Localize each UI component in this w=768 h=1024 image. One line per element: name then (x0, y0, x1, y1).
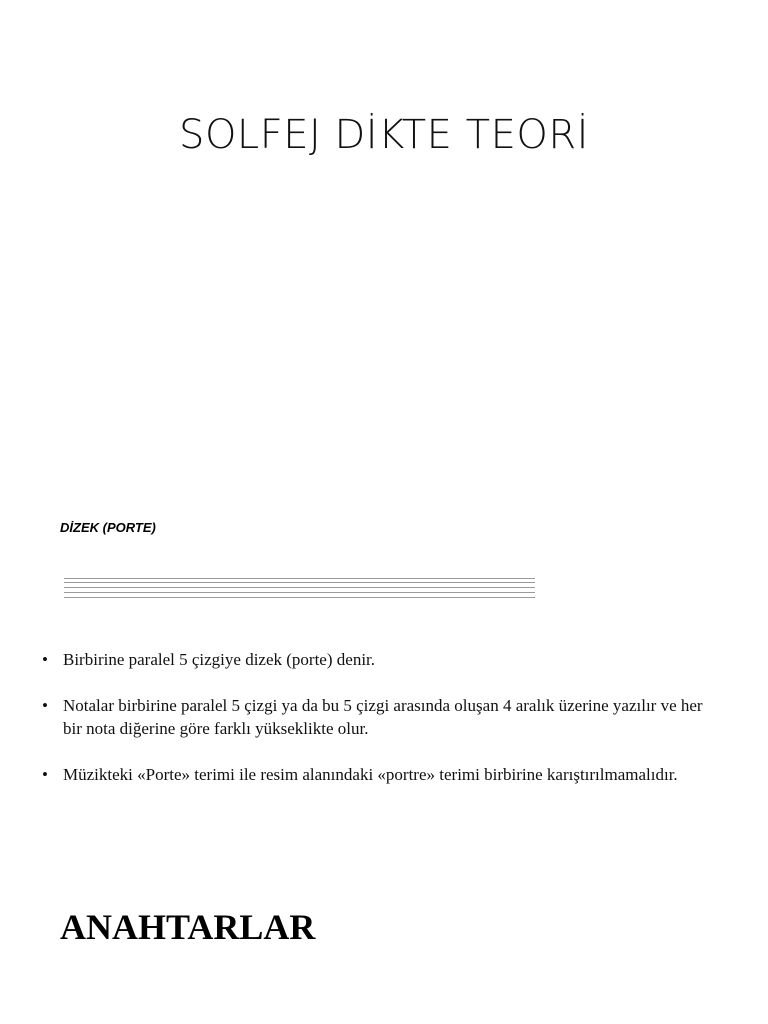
staff-line (64, 582, 535, 583)
list-item (42, 694, 722, 740)
list-item-text: Notalar birbirine paralel 5 çizgi ya da bu 5 çizgi arasında oluşan 4 aralık üzerine yazılır ve her bir nota diğerine göre farklı yükseklikte olur. (63, 696, 703, 738)
music-staff (64, 578, 535, 598)
staff-line (64, 578, 535, 579)
list-item-text: Birbirine paralel 5 çizgiye dizek (porte) denir. (63, 650, 376, 669)
bullet-marker: • (42, 650, 48, 669)
list-item (42, 763, 722, 786)
list-item-text: Müzikteki «Porte» terimi ile resim alanındaki «portre» terimi birbirine karıştırılmamalıdır. (63, 765, 678, 784)
section-label: DİZEK (PORTE) (60, 520, 156, 535)
staff-line (64, 597, 535, 598)
bullet-marker: • (42, 765, 48, 784)
staff-line (64, 587, 535, 588)
page-title: SOLFEJ DİKTE TEORİ (179, 112, 589, 158)
bullet-list (42, 648, 722, 809)
bullet-marker: • (42, 696, 48, 715)
section-heading: ANAHTARLAR (60, 907, 316, 947)
staff-line (64, 592, 535, 593)
list-item (42, 648, 722, 671)
